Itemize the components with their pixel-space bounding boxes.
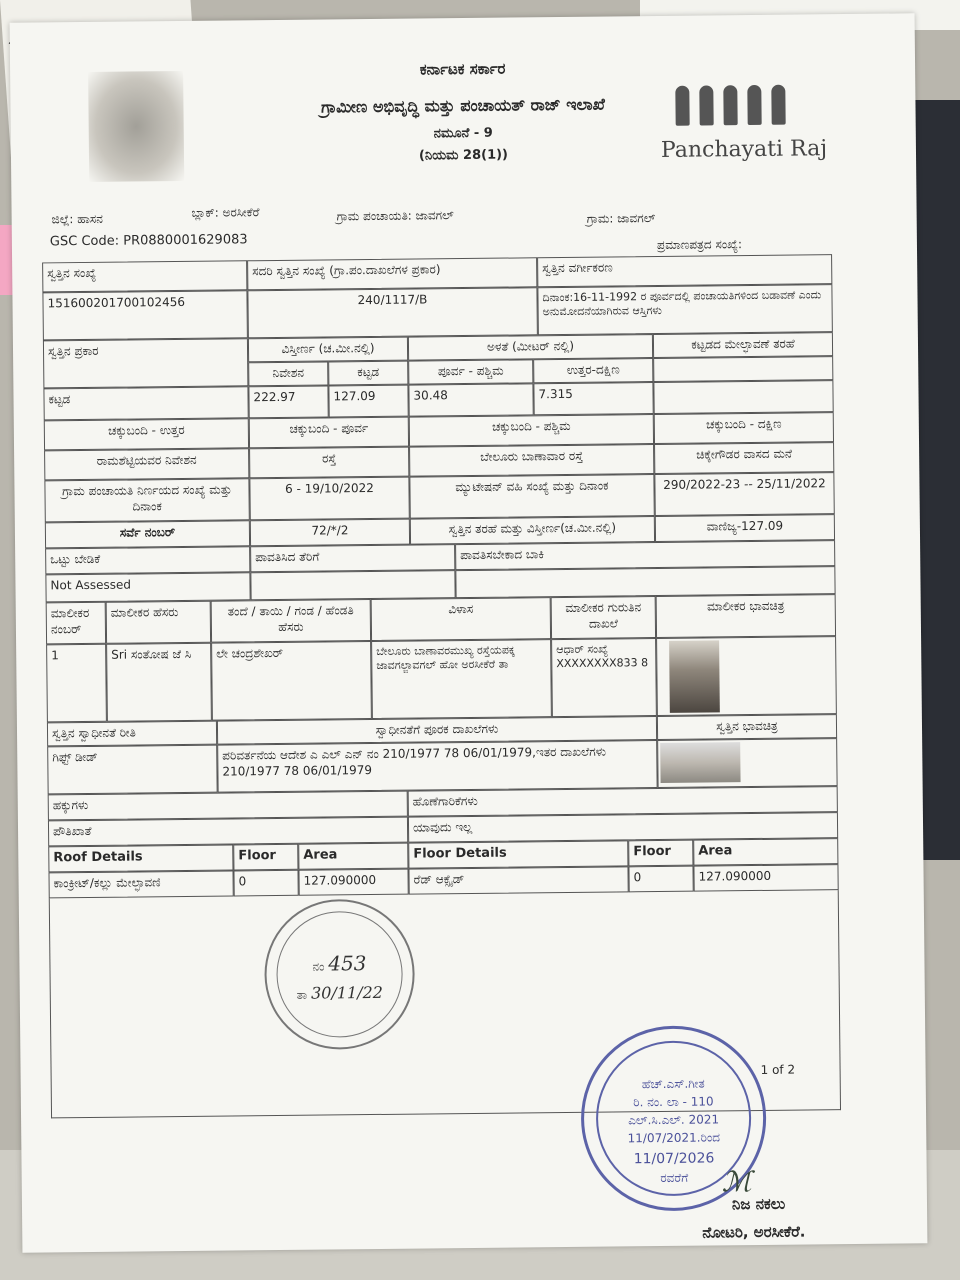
owner-photo-cell xyxy=(656,636,837,716)
notary-to: 11/07/2026 xyxy=(633,1150,715,1168)
ew-label: ಪೂರ್ವ - ಪಶ್ಚಿಮ xyxy=(408,359,533,384)
id-doc: ಆಧಾರ್ ಸಂಖ್ಯೆ XXXXXXXX833 8 xyxy=(551,638,657,717)
address-value: ಬೇಲೂರು ಬಾಣಾವರಮುಖ್ಯ ರಸ್ತೆಯಪಕ್ಕ ಜಾವಗಲ್ಜಾವಗಲ್ ಹೋ ಅರಸೀಕೆರೆ ತಾ xyxy=(371,639,552,719)
mutation-label: ಮ್ಯುಟೇಷನ್ ವಹಿ ಸಂಖ್ಯೆ ಮತ್ತು ದಿನಾಂಕ xyxy=(409,474,654,519)
rule-number: (ನಿಯಮ 28(1)) xyxy=(418,147,509,164)
floor-area: 127.090000 xyxy=(693,864,838,892)
roof-floor-label: Floor xyxy=(233,844,298,871)
east-label: ಚಕ್ಕುಬಂದಿ - ಪೂರ್ವ xyxy=(249,417,409,449)
building-area: 127.09 xyxy=(328,385,408,418)
govt-title: ಕರ್ನಾಟಕ ಸರ್ಕಾರ xyxy=(419,59,506,79)
property-photo xyxy=(660,742,740,783)
prop-photo-cell xyxy=(657,738,837,788)
prop-photo-label: ಸ್ವತ್ತಿನ ಭಾವಚಿತ್ರ xyxy=(657,714,837,740)
total-demand-label: ಒಟ್ಟು ಬೇಡಿಕೆ xyxy=(45,546,250,574)
department-title: ಗ್ರಾಮೀಣ ಅಭಿವೃದ್ಧಿ ಮತ್ತು ಪಂಚಾಯತ್ ರಾಜ್ ಇಲಾಖೆ xyxy=(320,94,605,117)
address-label: ವಿಳಾಸ xyxy=(371,597,551,641)
notary-name: ಹೆಚ್.ಎಸ್.ಗೀತ xyxy=(641,1076,705,1092)
survey-label: ಸರ್ವೆ ನಂಬರ್ xyxy=(45,520,250,548)
notary-licence: ಎಲ್.ಸಿ.ಎಲ್. 2021 xyxy=(628,1112,720,1128)
gsc-code: GSC Code: PR0880001629083 xyxy=(49,232,248,250)
district: ಜಿಲ್ಲೆ: ಹಾಸನ xyxy=(51,211,103,227)
old-no-label: ಸದರಿ ಸ್ವತ್ತಿನ ಸಂಖ್ಯೆ (ಗ್ರಾ.ಪಂ.ದಾಖಲೆಗಳ ಪ್ರಕಾರ) xyxy=(247,257,537,290)
owner-photo-label: ಮಾಲೀಕರ ಭಾವಚಿತ್ರ xyxy=(656,594,836,638)
gp-seal-no: 453 xyxy=(328,951,367,976)
resolution-label: ಗ್ರಾಮ ಪಂಚಾಯತಿ ನಿರ್ಣಯದ ಸಂಖ್ಯೆ ಮತ್ತು ದಿನಾಂಕ xyxy=(44,478,249,522)
north-label: ಚಕ್ಕುಬಂದಿ - ಉತ್ತರ xyxy=(44,418,249,450)
notary-until: ರವರೆಗೆ xyxy=(660,1170,689,1186)
measure-label: ಅಳತೆ (ಮೀಟರ್ ನಲ್ಲಿ) xyxy=(408,334,653,361)
survey-value: 72/*/2 xyxy=(250,519,410,547)
roof-area-label: Area xyxy=(298,843,408,870)
owner-no-label: ಮಾಲೀಕರ ನಂಬರ್ xyxy=(46,602,106,645)
classification: ದಿನಾಂಕ:16-11-1992 ರ ಪೂರ್ವದಲ್ಲಿ ಪಂಚಾಯತಿಗಳಿಂದ ಬಡಾವಣೆ ಎಂದು ಅನುಮೋದನೆಯಾಗಿರುವ ಆಸ್ತಿಗಳು xyxy=(537,284,832,335)
taluk: ಬ್ಲಾಕ್: ಅರಸೀಕೆರೆ xyxy=(191,205,260,220)
total-demand-value: Not Assessed xyxy=(45,572,250,602)
owner-photo xyxy=(669,640,720,713)
relation-value: ಲೇ ಚಂದ್ರಶೇಖರ್ xyxy=(211,641,372,721)
classification-label: ಸ್ವತ್ತಿನ ವರ್ಗೀಕರಣ xyxy=(537,254,832,287)
relation-label: ತಂದೆ / ತಾಯಿ / ಗಂಡ / ಹೆಂಡತಿ ಹೆಸರು xyxy=(211,599,371,643)
balance-value xyxy=(455,566,835,598)
east-value: ರಸ್ತೆ xyxy=(249,447,409,479)
site-area: 222.97 xyxy=(248,385,328,418)
paid-tax-value xyxy=(250,570,455,600)
logo-text: Panchayati Raj xyxy=(660,136,828,163)
roof-area: 127.090000 xyxy=(298,869,408,896)
notary-from: 11/07/2021.ರಿಂದ xyxy=(627,1130,721,1146)
roof-type: ಕಾಂಕ್ರೀಟ್/ಕಲ್ಲು ಮೇಲ್ಛಾವಣಿ xyxy=(48,870,233,898)
notary-signature-icon: ℳ xyxy=(721,1165,752,1199)
south-value: ಚಿಕ್ಕೇಗೌಡರ ವಾಸದ ಮನೆ xyxy=(654,442,834,474)
floor-details-label: Floor Details xyxy=(408,840,628,868)
west-label: ಚಕ್ಕುಬಂದಿ - ಪಶ್ಚಿಮ xyxy=(409,414,654,447)
gp-seal-date: 30/11/22 xyxy=(310,982,383,1003)
page-number: 1 of 2 xyxy=(760,1062,796,1077)
ns-value: 7.315 xyxy=(533,382,653,415)
floor-area-label: Area xyxy=(693,838,838,866)
rights-label: ಹಕ್ಕುಗಳು xyxy=(48,791,408,821)
notary-reg-no: ರಿ. ನಂ. ಲಾ - 110 xyxy=(633,1094,714,1110)
south-label: ಚಕ್ಕುಬಂದಿ - ದಕ್ಷಿಣ xyxy=(654,412,834,444)
type-label: ಸ್ವತ್ತಿನ ಪ್ರಕಾರ xyxy=(43,338,248,388)
roof-details-label: Roof Details xyxy=(48,844,233,872)
acq-value: ಗಿಫ್ಟ್ ಡೀಡ್ xyxy=(47,745,217,795)
gram-panchayat-seal xyxy=(264,899,416,1051)
ew-value: 30.48 xyxy=(408,383,533,416)
liabilities-value: ಯಾವುದು ಇಲ್ಲ xyxy=(408,812,838,843)
area-label: ವಿಸ್ತೀರ್ಣ (ಚ.ಮೀ.ನಲ್ಲಿ) xyxy=(248,337,408,363)
liabilities-label: ಹೊಣೆಗಾರಿಕೆಗಳು xyxy=(408,786,838,817)
panchayati-raj-logo xyxy=(660,84,828,186)
property-no: 15160020170010245​6 xyxy=(42,290,247,340)
certificate-number: ಪ್ರಮಾಣಪತ್ರದ ಸಂಖ್ಯೆ: xyxy=(656,237,743,253)
floor-type: ರೆಡ್ ಆಕ್ಸೈಡ್ xyxy=(408,866,628,894)
roof-floor: 0 xyxy=(233,870,298,897)
floor-floor: 0 xyxy=(628,866,693,893)
building-type-value xyxy=(653,380,833,414)
paid-tax-label: ಪಾವತಿಸಿದ ತೆರಿಗೆ xyxy=(250,544,455,572)
form-number: ನಮೂನೆ - 9 xyxy=(433,125,493,142)
building-type-label: ಕಟ್ಟಡದ ಮೇಲ್ಛಾವಣೆ ತರಹೆ xyxy=(653,332,833,358)
gram-panchayat: ಗ್ರಾಮ ಪಂಚಾಯತಿ: ಜಾವಗಲ್ xyxy=(336,208,454,224)
acq-docs-value: ಪರಿವರ್ತನೆಯ ಆದೇಶ ಎ ಎಲ್ ಎನ್ ನಂ 210/1977 78 06/01/1979,ಇತರ ದಾಖಲೆಗಳು 210/1977 78 06/01/1979 xyxy=(217,740,657,793)
notary-place: ನೋಟರಿ, ಅರಸೀಕೆರೆ. xyxy=(702,1222,806,1242)
west-value: ಬೇಲೂರು ಬಾಣಾವಾರ ರಸ್ತೆ xyxy=(409,444,654,477)
acq-docs-label: ಸ್ವಾಧೀನತೆಗೆ ಪೂರಕ ದಾಖಲೆಗಳು xyxy=(217,716,657,745)
site-label: ನಿವೇಶನ xyxy=(248,361,328,386)
prop-kind-value: ವಾಣಿಜ್ಯ-127.09 xyxy=(655,514,835,542)
prop-kind-label: ಸ್ವತ್ತಿನ ತರಹೆ ಮತ್ತು ವಿಸ್ತೀರ್ಣ(ಚ.ಮೀ.ನಲ್ಲಿ) xyxy=(410,516,655,545)
gp-seal-date-label: ತಾ xyxy=(296,987,308,1002)
owner-name: Sri ಸಂತೋಷ ಜೆ ಸಿ xyxy=(106,643,212,722)
building-label: ಕಟ್ಟಡ xyxy=(328,361,408,386)
easement-label: ಪೌತಿಖಾತೆ xyxy=(48,817,408,847)
owner-name-label: ಮಾಲೀಕರ ಹೆಸರು xyxy=(106,601,211,644)
people-logo-icon xyxy=(670,84,801,135)
old-no: 240/1117/B xyxy=(247,287,537,338)
ns-label: ಉತ್ತರ-ದಕ್ಷಿಣ xyxy=(533,358,653,383)
property-no-label: ಸ್ವತ್ತಿನ ಸಂಖ್ಯೆ xyxy=(42,260,247,292)
acq-label: ಸ್ವತ್ತಿನ ಸ್ವಾಧೀನತೆ ರೀತಿ xyxy=(47,721,217,747)
village: ಗ್ರಾಮ: ಜಾವಗಲ್ xyxy=(586,211,656,226)
balance-label: ಪಾವತಿಸಬೇಕಾದ ಬಾಕಿ xyxy=(455,540,835,570)
resolution-value: 6 - 19/10/2022 xyxy=(249,477,409,521)
type-value: ಕಟ್ಟಡ xyxy=(43,386,248,420)
id-label: ಮಾಲೀಕರ ಗುರುತಿನ ದಾಖಲೆ xyxy=(551,596,656,639)
true-copy-label: ನಿಜ ನಕಲು xyxy=(731,1194,786,1214)
floor-floor-label: Floor xyxy=(628,840,693,867)
mutation-value: 290/2022-23 -- 25/11/2022 xyxy=(654,472,834,516)
owner-no: 1 xyxy=(46,644,107,723)
building-type-empty xyxy=(653,356,833,382)
north-value: ರಾಮಶೆಟ್ಟಿಯವರ ನಿವೇಶನ xyxy=(44,448,249,480)
gp-seal-no-label: ನಂ xyxy=(312,959,325,974)
form-9-document xyxy=(10,13,928,1252)
